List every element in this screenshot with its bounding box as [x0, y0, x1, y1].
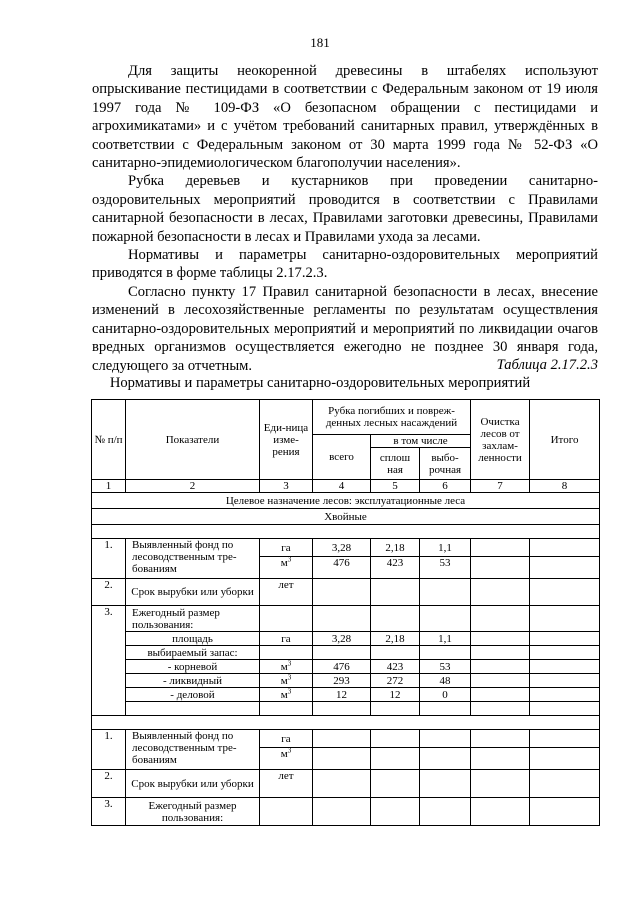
row-label: - деловой — [126, 688, 260, 702]
row-label: - корневой — [126, 660, 260, 674]
cell-value: 3,28 — [313, 632, 371, 646]
row-label: Выявленный фонд по лесоводственным тре-бованиям — [126, 730, 260, 770]
header-solid: сплош ная — [371, 448, 420, 480]
col-number: 1 — [92, 480, 126, 493]
row-unit: лет — [260, 579, 313, 606]
row-num: 3. — [92, 606, 126, 716]
row-unit: $м^3$ — [260, 557, 313, 579]
cell-value: 423 — [371, 557, 420, 579]
table-row — [92, 646, 600, 660]
row-label: - ликвидный — [126, 674, 260, 688]
row-unit: $м^3$ — [260, 674, 313, 688]
cell-value: 48 — [420, 674, 471, 688]
spacer-row — [92, 702, 600, 716]
col-number: 3 — [260, 480, 313, 493]
page-number: 181 — [310, 35, 330, 50]
header-num: № п/п — [92, 400, 126, 480]
col-number: 7 — [471, 480, 530, 493]
cell-value: 3,28 — [313, 539, 371, 557]
cell-value: 2,18 — [371, 539, 420, 557]
row-num: 2. — [92, 579, 126, 606]
purpose-row — [92, 493, 600, 509]
row-num: 1. — [92, 730, 126, 770]
header-including: в том числе — [371, 435, 471, 448]
cell-value: 476 — [313, 660, 371, 674]
header-row-1 — [92, 400, 600, 435]
header-itogo: Итого — [530, 400, 600, 480]
table-row — [92, 606, 600, 632]
col-number: 4 — [313, 480, 371, 493]
group-label: Хвойные — [92, 509, 600, 525]
table-row — [92, 632, 600, 646]
cell-value: 2,18 — [371, 632, 420, 646]
cell-value: 293 — [313, 674, 371, 688]
table-row — [92, 798, 600, 826]
table-row — [92, 579, 600, 606]
norms-table — [91, 399, 600, 826]
col-number: 5 — [371, 480, 420, 493]
paragraph-2: Рубка деревьев и кустарников при проведении санитарно-оздоровительных мероприятий проводится в соответствии с Правилами санитарной безопасности в лесах, Правилами заготовки древесины, Правилами пожарной безопасности в лесах и Правилами ухода за лесами. — [92, 173, 598, 245]
group-row — [92, 509, 600, 525]
row-label: Срок вырубки или уборки — [126, 579, 260, 606]
table-row — [92, 770, 600, 798]
header-unit: Еди-ница изме-рения — [260, 400, 313, 480]
cell-value: 476 — [313, 557, 371, 579]
paragraph-3: Нормативы и параметры санитарно-оздоровительных мероприятий приводятся в форме таблицы 2.17.2.3. — [92, 247, 598, 282]
row-label: Выявленный фонд по лесоводственным тре-бованиям — [126, 539, 260, 579]
col-number: 8 — [530, 480, 600, 493]
header-indicator: Показатели — [126, 400, 260, 480]
cell-value: 53 — [420, 557, 471, 579]
row-unit: $м^3$ — [260, 688, 313, 702]
cell-value: 1,1 — [420, 539, 471, 557]
table-row — [92, 660, 600, 674]
row-unit: га — [260, 632, 313, 646]
paragraph-1: Для защиты неокоренной древесины в штабелях используют опрыскивание пестицидами в соответствии с Федеральным законом от 19 июля 1997 года № 109-ФЗ «О безопасном обращении с пестицидами и агрохимикатами» и с учётом требований санитарных правил, утверждённых в соответствии с Федеральным законом от 30 марта 1999 года № 52-ФЗ «О санитарно-эпидемиологическом благополучии населения». — [92, 63, 598, 172]
row-unit: $м^3$ — [260, 660, 313, 674]
row-label: Ежегодный размер пользования: — [126, 606, 260, 632]
cell-value: 12 — [313, 688, 371, 702]
spacer-row — [92, 716, 600, 730]
header-clearing: Очистка лесов от захлам-ленности — [471, 400, 530, 480]
cell-value: 423 — [371, 660, 420, 674]
table-row — [92, 688, 600, 702]
table-caption: Таблица 2.17.2.3 — [496, 357, 598, 373]
cell-value: 53 — [420, 660, 471, 674]
cell-value: 12 — [371, 688, 420, 702]
table-title: Нормативы и параметры санитарно-оздоровительных мероприятий — [109, 375, 531, 391]
row-unit: га — [260, 539, 313, 557]
table-row — [92, 539, 600, 557]
row-unit: лет — [260, 770, 313, 798]
cell-value: 0 — [420, 688, 471, 702]
paragraph-4: Согласно пункту 17 Правил санитарной безопасности в лесах, внесение изменений в лесохозяйственные регламенты по результатам осуществления санитарно-оздоровительных мероприятий и мероприятий по ликвидации очагов вредных организмов осуществляется ежегодно не позднее 30 января года, следующего за отчетным. — [92, 283, 598, 374]
col-number: 6 — [420, 480, 471, 493]
row-num: 1. — [92, 539, 126, 579]
row-unit: $м^3$ — [260, 748, 313, 770]
row-num: 3. — [92, 798, 126, 826]
cell-value: 1,1 — [420, 632, 471, 646]
header-felling: Рубка погибших и повреж-денных лесных насаждений — [313, 400, 471, 435]
row-label: выбираемый запас: — [126, 646, 260, 660]
row-unit: га — [260, 730, 313, 748]
cell-value: 272 — [371, 674, 420, 688]
row-label: Срок вырубки или уборки — [126, 770, 260, 798]
row-label: площадь — [126, 632, 260, 646]
header-total: всего — [313, 435, 371, 480]
col-number: 2 — [126, 480, 260, 493]
spacer-row — [92, 525, 600, 539]
column-numbers-row — [92, 480, 600, 493]
purpose-label: Целевое назначение лесов: эксплуатационные леса — [92, 493, 600, 509]
header-selective: выбо-рочная — [420, 448, 471, 480]
row-num: 2. — [92, 770, 126, 798]
table-row — [92, 674, 600, 688]
table-row — [92, 730, 600, 748]
row-label: Ежегодный размер пользования: — [126, 798, 260, 826]
body-text — [92, 62, 598, 375]
